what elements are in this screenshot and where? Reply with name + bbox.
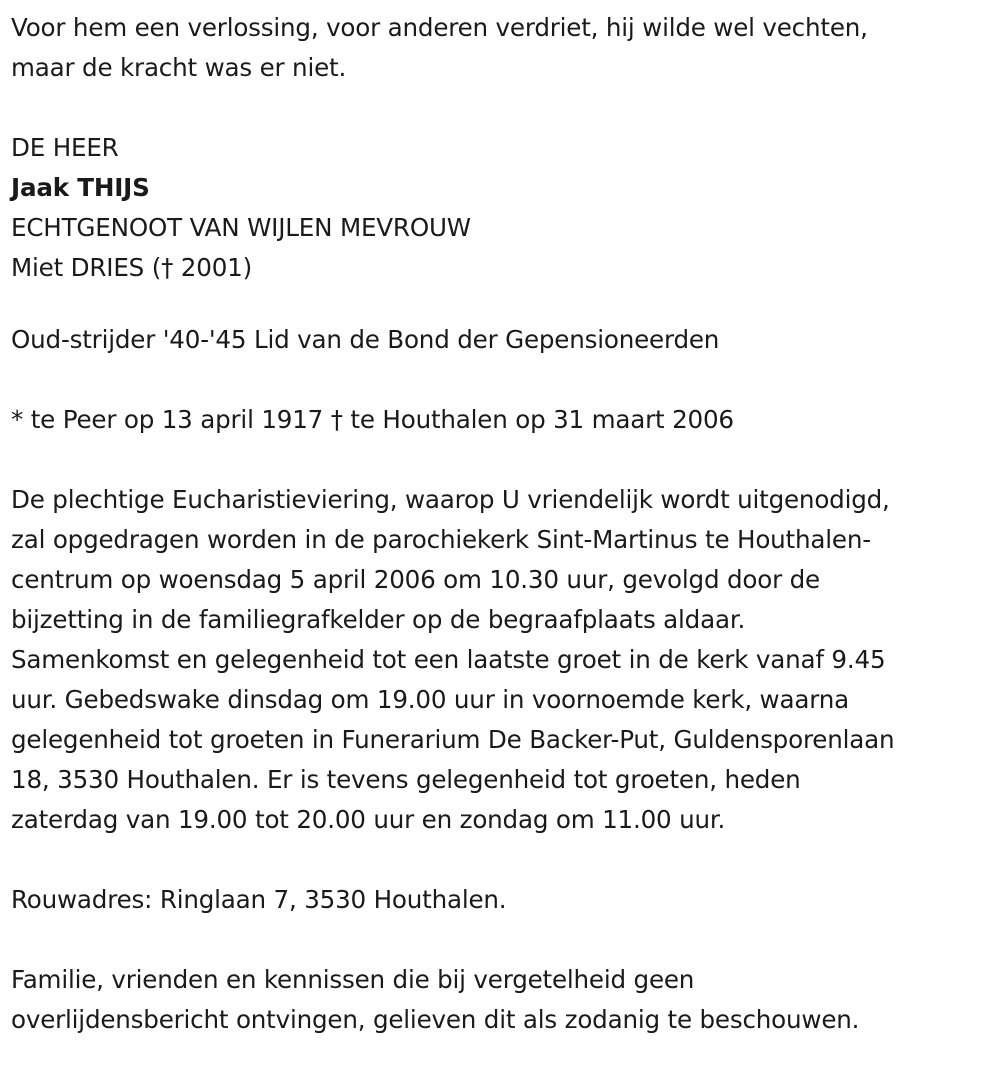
ceremony-line: gelegenheid tot groeten in Funerarium De Backer-Put, Guldensporenlaan (11, 725, 895, 754)
deceased-block (11, 128, 990, 288)
ceremony-paragraph (11, 480, 990, 840)
mourning-address: Rouwadres: Ringlaan 7, 3530 Houthalen. (11, 885, 507, 914)
epigraph-line: Voor hem een verlossing, voor anderen verdriet, hij wilde wel vechten, (11, 13, 868, 42)
birth-death-dates: * te Peer op 13 april 1917 † te Houthalen op 31 maart 2006 (11, 405, 734, 434)
spacer (11, 840, 990, 880)
spouse-label: ECHTGENOOT VAN WIJLEN MEVROUW (11, 213, 471, 242)
ceremony-line: bijzetting in de familiegrafkelder op de begraafplaats aldaar. (11, 605, 746, 634)
ceremony-line: De plechtige Eucharistieviering, waarop U vriendelijk wordt uitgenodigd, (11, 485, 890, 514)
closing-line: Familie, vrienden en kennissen die bij vergetelheid geen (11, 965, 695, 994)
closing-paragraph (11, 960, 990, 1040)
title-prefix: DE HEER (11, 133, 119, 162)
closing-line: overlijdensbericht ontvingen, gelieven dit als zodanig te beschouwen. (11, 1005, 860, 1034)
spacer (11, 440, 990, 480)
spacer (11, 88, 990, 128)
ceremony-line: uur. Gebedswake dinsdag om 19.00 uur in voornoemde kerk, waarna (11, 685, 849, 714)
epigraph-line: maar de kracht was er niet. (11, 53, 347, 82)
epigraph (11, 8, 990, 88)
spacer (11, 360, 990, 400)
affiliations: Oud-strijder '40-'45 Lid van de Bond der Gepensioneerden (11, 325, 720, 354)
spacer (11, 920, 990, 960)
spouse-name: Miet DRIES († 2001) (11, 253, 252, 282)
ceremony-line: 18, 3530 Houthalen. Er is tevens gelegenheid tot groeten, heden (11, 765, 801, 794)
ceremony-line: Samenkomst en gelegenheid tot een laatste groet in de kerk vanaf 9.45 (11, 645, 886, 674)
ceremony-line: zal opgedragen worden in de parochiekerk Sint-Martinus te Houthalen- (11, 525, 871, 554)
ceremony-line: centrum op woensdag 5 april 2006 om 10.30 uur, gevolgd door de (11, 565, 820, 594)
deceased-name: Jaak THIJS (11, 173, 150, 202)
spacer (11, 288, 990, 320)
ceremony-line: zaterdag van 19.00 tot 20.00 uur en zondag om 11.00 uur. (11, 805, 726, 834)
